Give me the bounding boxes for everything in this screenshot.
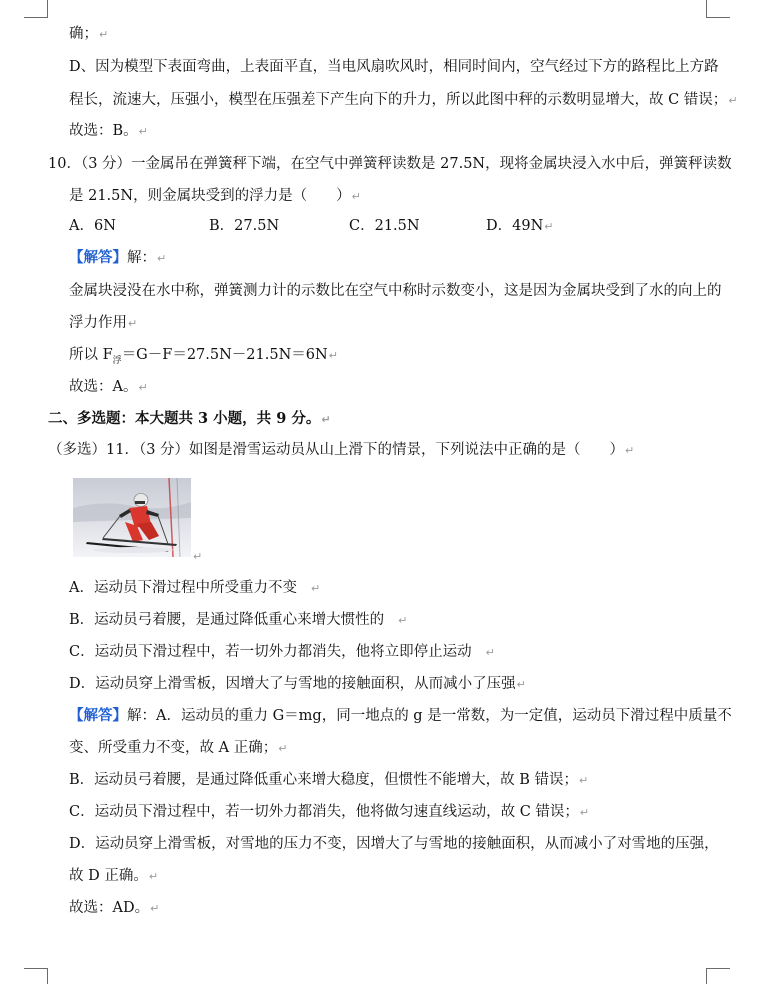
paragraph-mark-icon: ↵ [516, 678, 526, 691]
crop-mark-top-left-h [24, 17, 48, 18]
paragraph-mark-icon: ↵ [148, 870, 159, 883]
text-line-content: B．运动员弓着腰，是通过降低重心来增大稳度，但惯性不能增大，故 B 错误； [69, 772, 579, 788]
paragraph-mark-icon: ↵ [138, 381, 148, 394]
paragraph-mark-icon: ↵ [351, 190, 361, 203]
text-line-content: 确； [69, 26, 98, 42]
crop-mark-bottom-left-h [24, 968, 48, 969]
crop-mark-top-right-h [706, 17, 730, 18]
crop-mark-bottom-left-v [47, 968, 48, 984]
option-text: B．运动员弓着腰，是通过降低重心来增大惯性的 [69, 612, 385, 628]
formula-part: ＝G－F＝27.5N－21.5N＝6N [121, 347, 328, 363]
text-line [69, 313, 137, 334]
crop-mark-bottom-right-h [706, 968, 730, 969]
answer-label-line [69, 248, 166, 269]
paragraph-mark-icon: ↵ [579, 806, 590, 819]
text-line [69, 770, 588, 791]
text-line-content: D、因为模型下表面弯曲，上表面平直，当电风扇吹风时，相同时间内，空气经过下方的路程比上方路 [69, 59, 719, 75]
text-line [69, 802, 589, 823]
paragraph-mark-icon: ↵ [579, 774, 589, 787]
text-line-content: 故选：A。 [69, 379, 138, 395]
text-line-content: 金属块浸没在水中称，弹簧测力计的示数比在空气中称时示数变小，这是因为金属块受到了水的向上的 [69, 283, 722, 299]
paragraph-mark-icon: ↵ [150, 902, 160, 915]
paragraph-mark-icon: ↵ [485, 646, 495, 659]
q11-option-b [69, 610, 407, 631]
paragraph-mark-icon: ↵ [544, 220, 554, 233]
q10-option-b [209, 216, 279, 236]
text-line-content: 10．（3 分）一金属吊在弹簧秤下端，在空气中弹簧秤读数是 27.5N，现将金属块浸入水中后，弹簧秤读数 [48, 156, 732, 172]
text-line [69, 90, 738, 111]
text-line [69, 738, 287, 759]
paragraph-mark-icon: ↵ [99, 28, 109, 41]
section-heading-text: 二、多选题：本大题共 3 小题，共 9 分。 [48, 410, 321, 427]
answer-tag: 【解答】 [69, 707, 127, 724]
paragraph-mark-icon: ↵ [278, 742, 288, 755]
crop-mark-top-left-v [47, 0, 48, 18]
option-text: A．运动员下滑过程中所受重力不变 [69, 580, 297, 596]
text-line-content: 故 D 正确。 [69, 868, 148, 884]
q10-option-a [69, 216, 116, 236]
answer-line [69, 706, 732, 726]
paragraph-mark-icon: ↵ [138, 125, 148, 138]
text-line [69, 281, 722, 301]
skier-photo-graphic [73, 478, 191, 557]
question-10-stem [48, 154, 732, 174]
option-text: D．49N [486, 218, 544, 234]
text-line-content: 程长，流速大，压强小，模型在压强差下产生向下的升力，所以此图中秤的示数明显增大，故 C 错误； [69, 92, 728, 108]
text-line-content: 故选：B。 [69, 123, 138, 139]
formula-part: 所以 F [69, 347, 113, 363]
text-line [69, 121, 148, 142]
paragraph-mark-icon: ↵ [728, 94, 738, 107]
q10-option-d [486, 216, 553, 237]
text-line-content: 解：A．运动员的重力 G＝mg，同一地点的 g 是一常数，为一定值，运动员下滑过程中质量不 [127, 708, 732, 724]
q11-option-c [69, 642, 495, 663]
section-heading [48, 409, 331, 430]
paragraph-mark-icon: ↵ [398, 614, 408, 627]
q11-option-d [69, 674, 526, 695]
option-text: D．运动员穿上滑雪板，因增大了与雪地的接触面积，从而减小了压强 [69, 676, 516, 692]
text-line-content: 解： [127, 250, 156, 266]
paragraph-mark-icon: ↵ [310, 582, 321, 595]
option-text: C．运动员下滑过程中，若一切外力都消失，他将立即停止运动 [69, 644, 472, 660]
formula-subscript: 浮 [112, 355, 122, 366]
skier-photo [73, 478, 191, 557]
text-line-content: C．运动员下滑过程中，若一切外力都消失，他将做匀速直线运动，故 C 错误； [69, 804, 579, 820]
option-text: A．6N [69, 218, 116, 234]
q11-option-a [69, 578, 320, 599]
formula-line [69, 345, 338, 371]
paragraph-mark-icon: ↵ [321, 413, 331, 426]
question-11-stem [48, 440, 634, 461]
answer-tag: 【解答】 [69, 249, 127, 266]
text-line-content: D．运动员穿上滑雪板，对雪地的压力不变，因增大了与雪地的接触面积，从而减小了对雪地的压强， [69, 836, 719, 852]
option-text: B．27.5N [209, 218, 280, 234]
text-line [69, 24, 108, 45]
text-line-content: 变、所受重力不变，故 A 正确； [69, 740, 278, 756]
option-text: C．21.5N [349, 218, 420, 234]
crop-mark-top-right-v [706, 0, 707, 18]
paragraph-mark-icon: ↵ [625, 444, 635, 457]
text-line [69, 898, 159, 919]
question-10-stem-cont [69, 186, 361, 207]
text-line [69, 57, 719, 77]
text-line-content: 是 21.5N，则金属块受到的浮力是（ ） [69, 188, 351, 204]
paragraph-mark-icon: ↵ [128, 317, 138, 330]
paragraph-mark-icon: ↵ [328, 349, 338, 362]
q10-option-c [349, 216, 420, 236]
text-line-content: 浮力作用 [69, 315, 127, 331]
text-line [69, 834, 719, 854]
image-paragraph-mark [192, 546, 202, 567]
paragraph-mark-icon: ↵ [157, 252, 167, 265]
text-line [69, 866, 158, 887]
text-line [69, 377, 148, 398]
crop-mark-bottom-right-v [706, 968, 707, 984]
text-line-content: 故选：AD。 [69, 900, 150, 916]
text-line-content: （多选）11．（3 分）如图是滑雪运动员从山上滑下的情景，下列说法中正确的是（ ） [48, 442, 625, 458]
paragraph-mark-icon: ↵ [193, 550, 203, 563]
